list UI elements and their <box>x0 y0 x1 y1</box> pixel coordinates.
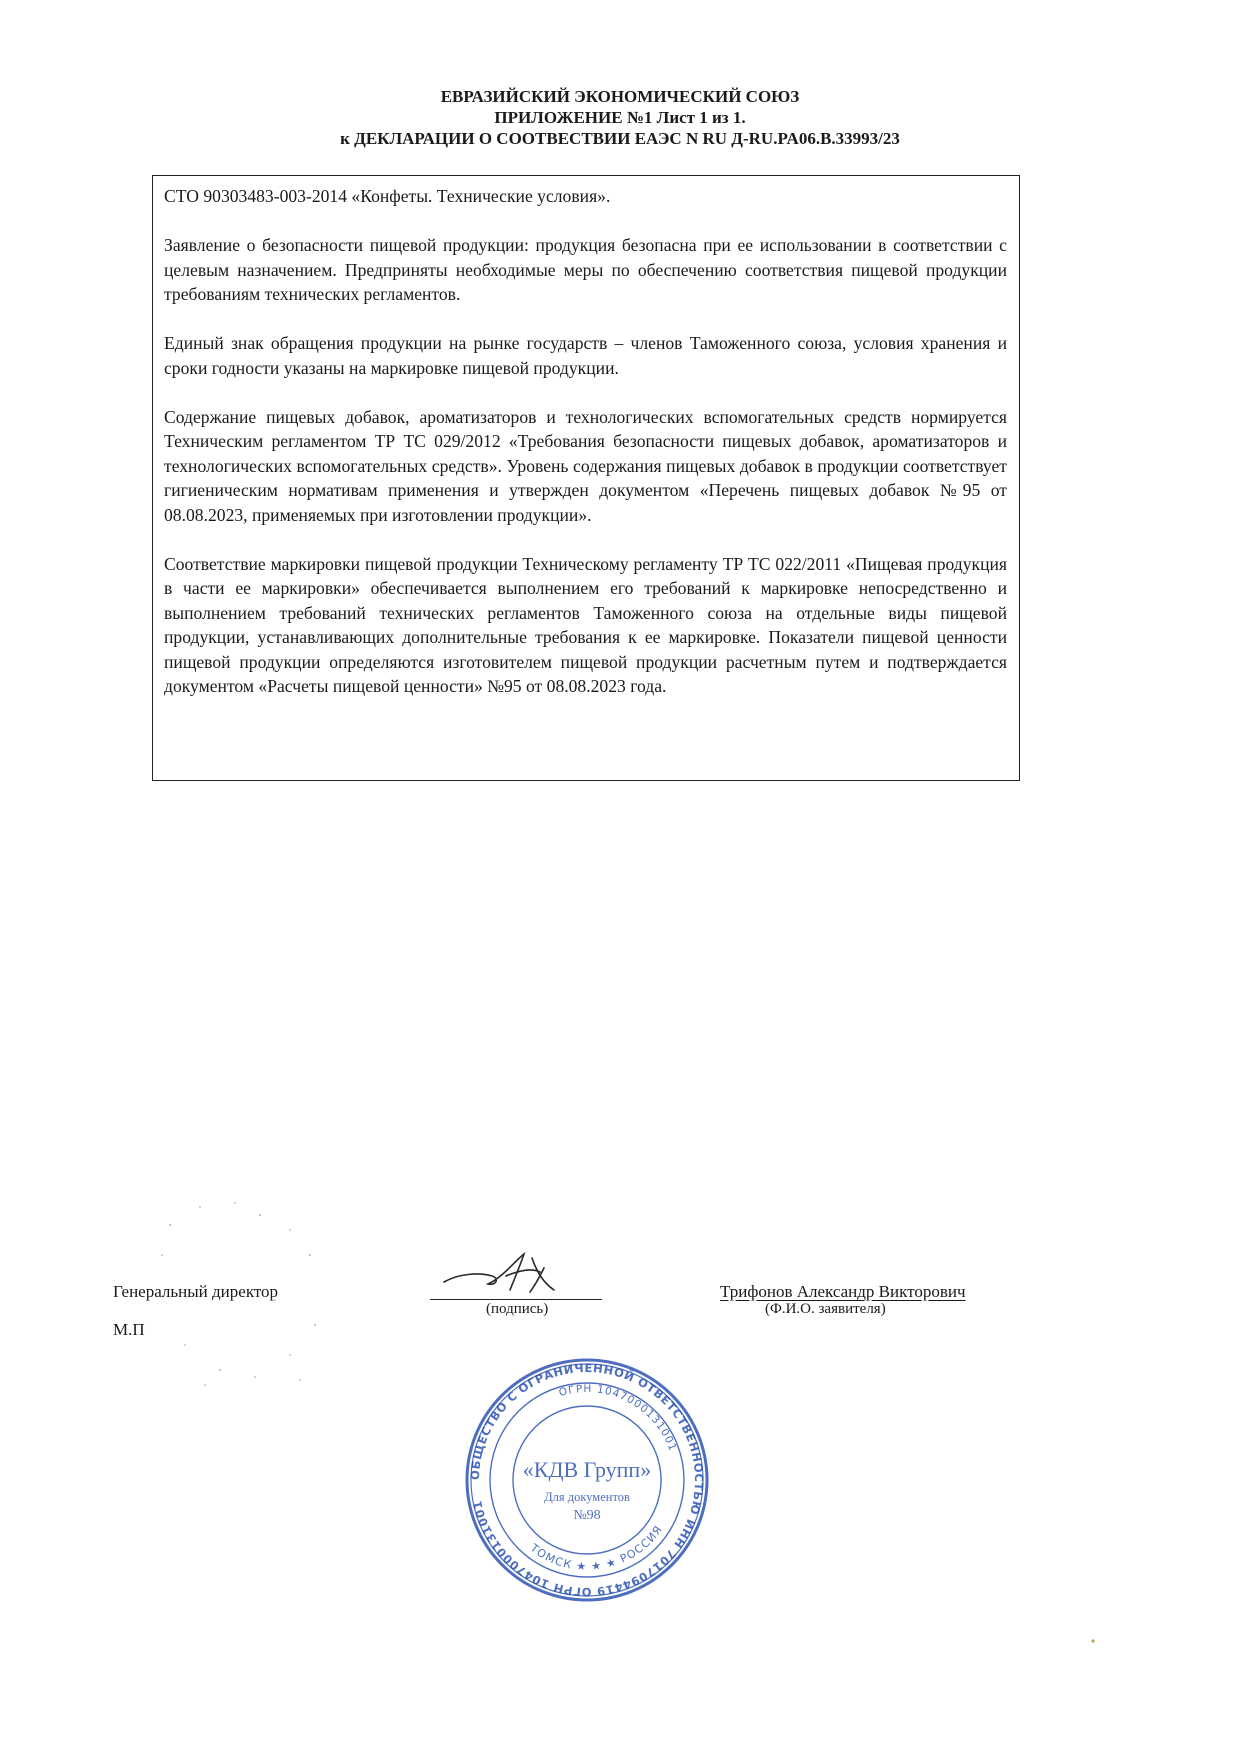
seal-place-label: М.П <box>113 1320 145 1339</box>
company-stamp <box>462 1355 712 1605</box>
signature-line <box>430 1299 602 1300</box>
svg-text:«КДВ Групп»: «КДВ Групп» <box>522 1457 652 1482</box>
svg-text:ОГРН 1047000131001: ОГРН 1047000131001 <box>557 1382 679 1454</box>
signature-caption: (подпись) <box>486 1301 549 1317</box>
handwritten-signature <box>440 1250 570 1298</box>
svg-text:ОБЩЕСТВО С ОГРАНИЧЕННОЙ ОТВЕТС: ОБЩЕСТВО С ОГРАНИЧЕННОЙ ОТВЕТСТВЕННОСТЬЮ ИНН 7017094419 ОГРН 1047000131001 <box>467 1360 707 1600</box>
svg-text:Для документов: Для документов <box>544 1490 630 1504</box>
paragraph-circulation-mark: Единый знак обращения продукции на рынке государств – членов Таможенного союза, условия хранения и сроки годности указаны на маркировке пищевой продукции. <box>164 333 1007 378</box>
header-union: ЕВРАЗИЙСКИЙ ЭКОНОМИЧЕСКИЙ СОЮЗ <box>440 87 800 106</box>
paragraph-standard: СТО 90303483-003-2014 «Конфеты. Технические условия». <box>164 186 611 206</box>
header-appendix: ПРИЛОЖЕНИЕ №1 Лист 1 из 1. <box>494 108 746 127</box>
applicant-name-caption: (Ф.И.О. заявителя) <box>765 1301 886 1317</box>
paragraph-food-additives: Содержание пищевых добавок, ароматизаторов и технологических вспомогательных средств нормируется Техническим регламентом ТР ТС 029/2012 «Требования безопасности пищевых добавок, ароматизаторов и технологических вспомогательных средств». Уровень содержания пищевых добавок в продукции соответствует гигиеническим нормативам применения и утвержден документом «Перечень пищевых добавок №95 от 08.08.2023, применяемых при изготовлении продукции». <box>164 406 1007 525</box>
scan-dot <box>1090 1638 1096 1644</box>
header-declaration: к ДЕКЛАРАЦИИ О СООТВЕСТВИИ ЕАЭС N RU Д-RU.PA06.B.33993/23 <box>340 129 900 148</box>
document-header <box>0 86 1240 149</box>
declaration-content-box <box>152 175 1020 781</box>
svg-text:ТОМСК ★ ★ ★ РОССИЯ: ТОМСК ★ ★ ★ РОССИЯ <box>527 1522 666 1574</box>
paragraph-safety-statement: Заявление о безопасности пищевой продукции: продукция безопасна при ее использовании в соответствии с целевым назначением. Предприняты необходимые меры по обеспечению соответствия пищевой продукции требованиям технических регламентов. <box>164 235 1007 304</box>
applicant-name: Трифонов Александр Викторович <box>720 1282 966 1301</box>
paragraph-labeling: Соответствие маркировки пищевой продукции Техническому регламенту ТР ТС 022/2011 «Пищевая продукция в части ее маркировки» обеспечивается выполнением его требований к маркировке непосредственно и выполнением требований технических регламентов Таможенного союза на отдельные виды пищевой продукции, устанавливающих дополнительные требования к ее маркировке. Показатели пищевой ценности пищевой продукции определяются изготовителем пищевой продукции расчетным путем и подтверждается документом «Расчеты пищевой ценности» №95 от 08.08.2023 года. <box>164 553 1007 696</box>
position-label: Генеральный директор <box>113 1282 279 1301</box>
svg-text:№98: №98 <box>573 1508 601 1523</box>
